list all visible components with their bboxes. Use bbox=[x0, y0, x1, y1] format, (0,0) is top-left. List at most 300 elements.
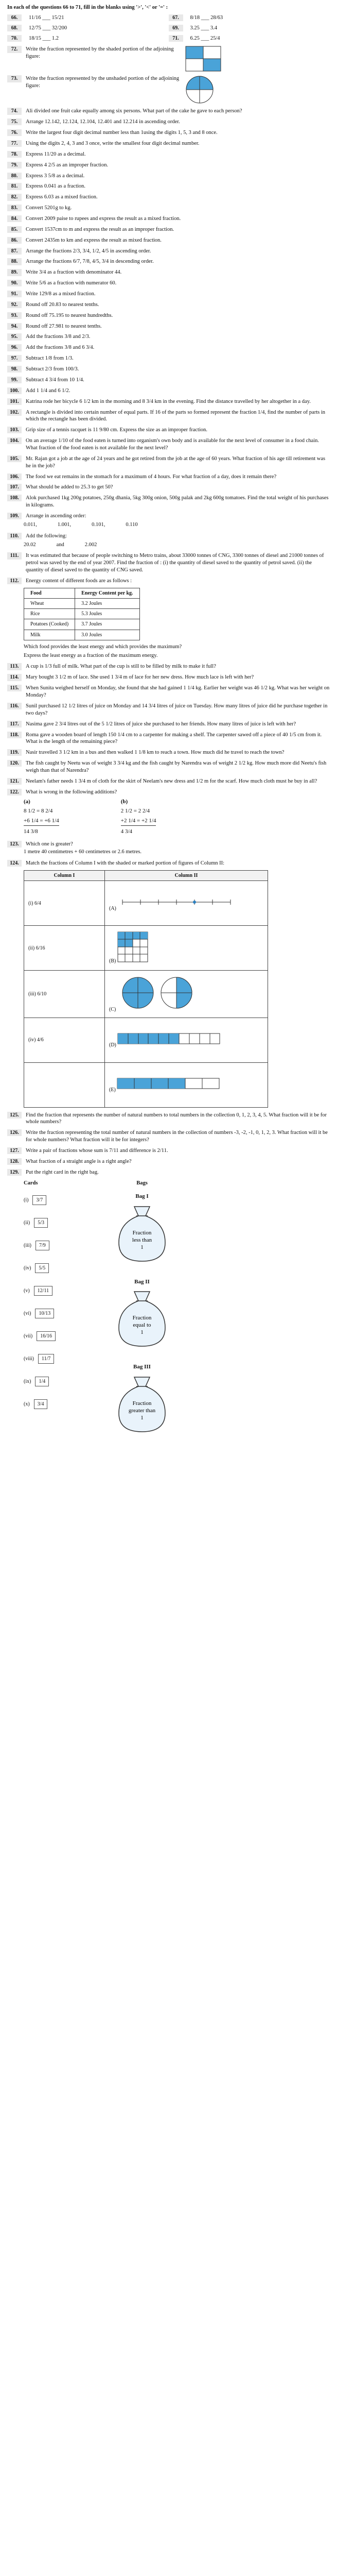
question-text: Put the right card in the right bag. bbox=[26, 1169, 99, 1175]
question-text: Write the largest four digit decimal number less than 1using the digits 1, 5, 3 and 8 once. bbox=[26, 130, 218, 136]
row-label: (iii) bbox=[28, 991, 36, 997]
addition-b bbox=[121, 798, 156, 836]
question-item bbox=[7, 323, 330, 330]
comparison-text: 8/18 ___ 28/63 bbox=[190, 14, 223, 21]
bag-text-line: less than bbox=[132, 1236, 152, 1243]
table-cell: 5.3 Joules bbox=[75, 609, 139, 619]
table-cell: Potatoes (Cooked) bbox=[24, 619, 75, 630]
comparison-text: 18/15 ___ 1.2 bbox=[29, 35, 59, 41]
bag-title: Bag I bbox=[135, 1193, 149, 1200]
addition-label: (b) bbox=[120, 798, 128, 805]
bag-text-line: 1 bbox=[140, 1329, 144, 1336]
shaded-circle-figure bbox=[185, 75, 214, 104]
question-item bbox=[7, 162, 330, 169]
table-row bbox=[24, 599, 140, 609]
question-number: 124. bbox=[7, 860, 22, 867]
question-number: 97. bbox=[7, 355, 22, 362]
question-number: 125. bbox=[7, 1112, 22, 1118]
question-text: Write the fraction representing the total number of natural numbers in the collection of numbers -3, -2, -1, 0, 1, 2, 3. What fraction will it be for whole numbers? What fraction will it be for integers? bbox=[26, 1130, 328, 1143]
question-number: 75. bbox=[7, 118, 22, 125]
question-text: On an average 1/10 of the food eaten is turned into organism's own body and is available for the next level of consumer in a food chain. What fraction of the food eaten is not available for the next level? bbox=[26, 438, 319, 451]
question-number: 107. bbox=[7, 484, 22, 490]
question-item bbox=[7, 513, 330, 520]
comparison-item bbox=[7, 35, 169, 42]
question-list-b bbox=[7, 663, 330, 795]
question-number: 72. bbox=[7, 46, 22, 53]
question-number: 119. bbox=[7, 749, 22, 756]
question-number: 129. bbox=[7, 1169, 22, 1176]
card-label: (ii) bbox=[24, 1219, 30, 1226]
question-number: 91. bbox=[7, 291, 22, 297]
question-item bbox=[7, 226, 330, 233]
question-item bbox=[7, 333, 330, 341]
card-label: (iv) bbox=[24, 1265, 31, 1271]
comparison-text: 6.25 ___ 25/4 bbox=[190, 35, 220, 41]
question-text: Express 6.03 as a mixed fraction. bbox=[26, 194, 98, 200]
question-item bbox=[7, 366, 330, 373]
bag-text-line: greater than bbox=[128, 1407, 156, 1414]
addition-line: 8 1/2 = 8 2/4 bbox=[24, 808, 53, 815]
question-item bbox=[7, 749, 330, 756]
card-item[interactable] bbox=[24, 1211, 75, 1234]
question-item bbox=[7, 215, 330, 223]
question-item bbox=[7, 778, 330, 785]
question-110 bbox=[7, 533, 330, 540]
question-number: 113. bbox=[7, 663, 22, 670]
table-header: Energy Content per kg. bbox=[75, 588, 139, 598]
question-item bbox=[7, 118, 330, 126]
question-item bbox=[7, 685, 330, 699]
question-number: 68. bbox=[7, 25, 22, 31]
card-fraction: 5/5 bbox=[35, 1263, 49, 1273]
card-fraction: 7/9 bbox=[36, 1241, 49, 1250]
addition-line: +2 1/4 = +2 1/4 bbox=[121, 817, 156, 826]
intro-instruction: In each of the questions 66 to 71, fill in the blanks using '>', '<' or '=' : bbox=[7, 5, 168, 10]
match-right-cell bbox=[105, 1062, 268, 1107]
question-number: 112. bbox=[7, 578, 22, 584]
match-left-cell bbox=[24, 926, 105, 971]
bag-text-line: Fraction bbox=[132, 1315, 152, 1321]
question-number: 69. bbox=[169, 25, 183, 31]
question-text: Energy content of different foods are as follows : bbox=[26, 578, 132, 584]
question-item bbox=[7, 108, 330, 115]
question-text: A rectangle is divided into certain number of equal parts. If 16 of the parts so formed represent the fraction 1/4, find the number of parts in which the rectangle has been divided. bbox=[26, 409, 325, 422]
comparison-item bbox=[169, 14, 330, 22]
row-fraction: 4/6 bbox=[37, 1037, 44, 1043]
question-text: Convert 1537cm to m and express the result as an improper fraction. bbox=[26, 226, 174, 232]
question-number: 70. bbox=[7, 35, 22, 42]
question-text: Write 5/6 as a fraction with numerator 60. bbox=[26, 280, 117, 286]
question-number: 77. bbox=[7, 140, 22, 147]
value-item: 2.002 bbox=[84, 541, 97, 548]
question-124 bbox=[7, 860, 330, 867]
question-item bbox=[7, 427, 330, 434]
question-number: 80. bbox=[7, 173, 22, 179]
question-item bbox=[7, 237, 330, 244]
table-cell: 3.2 Joules bbox=[75, 599, 139, 609]
card-item[interactable] bbox=[24, 1257, 75, 1279]
question-number: 96. bbox=[7, 344, 22, 351]
table-header-row bbox=[24, 871, 268, 881]
question-text: Find the fraction that represents the number of natural numbers to total numbers in the collection 0, 1, 2, 3, 4, 5. What fraction will it be for whole numbers? bbox=[26, 1112, 327, 1125]
comparison-item bbox=[7, 25, 169, 32]
match-row bbox=[24, 971, 268, 1018]
question-text: Subtract 1/8 from 1/3. bbox=[26, 355, 74, 362]
question-number: 84. bbox=[7, 215, 22, 222]
question-item bbox=[7, 473, 330, 481]
question-item bbox=[7, 789, 330, 796]
question-text: Sunil purchased 12 1/2 litres of juice on Monday and 14 3/4 litres of juice on Tuesday. How many litres of juice did he purchase together in two days? bbox=[26, 703, 328, 716]
grid-figure bbox=[117, 931, 148, 962]
card-fraction: 16/16 bbox=[37, 1331, 56, 1341]
question-number: 86. bbox=[7, 237, 22, 244]
question-item bbox=[7, 1129, 330, 1144]
question-item bbox=[7, 258, 330, 265]
bag-3[interactable] bbox=[114, 1363, 170, 1437]
question-number: 93. bbox=[7, 312, 22, 319]
option-label: (B) bbox=[109, 958, 116, 964]
card-item[interactable] bbox=[24, 1189, 75, 1211]
question-text: Express 3 5/8 as a decimal. bbox=[26, 173, 85, 179]
question-item bbox=[7, 398, 330, 405]
question-number: 94. bbox=[7, 323, 22, 330]
question-text: Grip size of a tennis racquet is 11 9/80 cm. Express the size as an improper fraction. bbox=[26, 427, 208, 433]
question-number: 88. bbox=[7, 258, 22, 265]
number-line-figure bbox=[117, 894, 236, 910]
card-label: (ix) bbox=[24, 1378, 31, 1384]
question-text: Express 0.041 as a fraction. bbox=[26, 183, 86, 190]
question-item bbox=[7, 1169, 330, 1176]
circles-figure bbox=[117, 975, 200, 1011]
question-text: Convert 2009 paise to rupees and express the result as a mixed fraction. bbox=[26, 216, 181, 222]
question-number: 109. bbox=[7, 513, 22, 519]
question-list-c bbox=[7, 1112, 330, 1176]
row-fraction: 6/4 bbox=[34, 900, 41, 906]
question-text: Write the fraction represented by the shaded portion of the adjoining figure: bbox=[26, 46, 174, 60]
question-text: Using the digits 2, 4, 3 and 3 once, write the smallest four digit decimal number. bbox=[26, 141, 200, 147]
question-number: 121. bbox=[7, 778, 22, 785]
question-number: 105. bbox=[7, 455, 22, 462]
card-item[interactable] bbox=[24, 1279, 75, 1302]
question-number: 87. bbox=[7, 248, 22, 255]
bag-1[interactable] bbox=[114, 1193, 170, 1266]
question-number: 83. bbox=[7, 205, 22, 211]
question-number: 126. bbox=[7, 1129, 22, 1136]
match-left-cell bbox=[24, 881, 105, 926]
value-item: and bbox=[56, 541, 64, 548]
question-text: The fish caught by Neetu was of weight 3 3/4 kg and the fish caught by Narendra was of weight 2 1/2 kg. How much more did Neetu's fish weigh than that of Narendra? bbox=[26, 760, 327, 773]
question-text: Nasir travelled 3 1/2 km in a bus and then walked 1 1/8 km to reach a town. How much did he travel to reach the town? bbox=[26, 750, 285, 756]
match-right-cell bbox=[105, 1018, 268, 1062]
question-number: 104. bbox=[7, 437, 22, 444]
question-text: Add 1 1/4 and 6 1/2. bbox=[26, 387, 70, 394]
question-item bbox=[7, 721, 330, 728]
question-text: Express 11/20 as a decimal. bbox=[26, 151, 86, 157]
question-number: 85. bbox=[7, 226, 22, 233]
bag-text-line: Fraction bbox=[132, 1229, 152, 1236]
question-item bbox=[7, 173, 330, 180]
match-right-cell bbox=[105, 881, 268, 926]
question-73 bbox=[7, 75, 330, 104]
question-text: Write the fraction represented by the unshaded portion of the adjoining figure: bbox=[26, 76, 180, 89]
question-text: Mr. Rajan got a job at the age of 24 years and he got retired from the job at the age of 60 years. What fraction of his age till retirement was he in the job? bbox=[26, 455, 326, 469]
match-row bbox=[24, 1062, 268, 1107]
card-label: (i) bbox=[24, 1197, 29, 1203]
question-number: 118. bbox=[7, 732, 22, 738]
card-label: (vi) bbox=[24, 1310, 31, 1316]
question-72 bbox=[7, 46, 330, 72]
match-row bbox=[24, 926, 268, 971]
question-text: Round off 75.195 to nearest hundredths. bbox=[26, 312, 113, 318]
match-table bbox=[24, 870, 268, 1107]
question-item bbox=[7, 674, 330, 681]
q110-values bbox=[24, 541, 330, 549]
question-item bbox=[7, 151, 330, 158]
card-label: (iii) bbox=[24, 1242, 31, 1248]
question-text: A cup is 1/3 full of milk. What part of the cup is still to be filled by milk to make it full? bbox=[26, 664, 216, 670]
question-item bbox=[7, 129, 330, 137]
question-item bbox=[7, 495, 330, 509]
question-text: Neelam's father needs 1 3/4 m of cloth for the skirt of Neelam's new dress and 1/2 m for the scarf. How much cloth must he buy in all? bbox=[26, 778, 317, 784]
question-item bbox=[7, 437, 330, 452]
card-item[interactable] bbox=[24, 1347, 75, 1370]
question-text: Convert 2435m to km and express the result as mixed fraction. bbox=[26, 237, 162, 243]
question-list-a bbox=[7, 108, 330, 519]
question-number: 103. bbox=[7, 427, 22, 433]
comparison-item bbox=[7, 14, 169, 22]
cards-column bbox=[24, 1180, 75, 1445]
question-number: 108. bbox=[7, 495, 22, 501]
table-row bbox=[24, 630, 140, 640]
question-item bbox=[7, 312, 330, 319]
question-item bbox=[7, 760, 330, 774]
question-text: Add the fractions 3/8 and 6 3/4. bbox=[26, 345, 95, 351]
match-right-cell bbox=[105, 926, 268, 971]
question-text: Write a pair of fractions whose sum is 7/11 and difference is 2/11. bbox=[26, 1147, 168, 1154]
question-text: Alok purchased 1kg 200g potatoes, 250g dhania, 5kg 300g onion, 500g palak and 2kg 600g tomatoes. Find the total weight of his purchases in kilograms. bbox=[26, 495, 329, 509]
question-item bbox=[7, 1158, 330, 1165]
question-text: Ali divided one fruit cake equally among six persons. What part of the cake he gave to each person? bbox=[26, 108, 242, 114]
question-item bbox=[7, 183, 330, 190]
question-number: 73. bbox=[7, 75, 22, 82]
question-number: 102. bbox=[7, 409, 22, 416]
card-fraction: 1/4 bbox=[35, 1377, 49, 1386]
table-header-row bbox=[24, 588, 140, 598]
card-item[interactable] bbox=[24, 1234, 75, 1257]
question-text: Add the following: bbox=[26, 533, 67, 539]
question-item bbox=[7, 291, 330, 298]
question-item bbox=[7, 703, 330, 717]
card-item[interactable] bbox=[24, 1393, 75, 1415]
question-number: 67. bbox=[169, 14, 183, 21]
card-fraction: 10/13 bbox=[35, 1309, 54, 1318]
question-item bbox=[7, 377, 330, 384]
bag-2[interactable] bbox=[114, 1278, 170, 1352]
card-fraction: 3/7 bbox=[32, 1195, 46, 1205]
bag-text-line: equal to bbox=[133, 1322, 151, 1329]
addition-line: +6 1/4 = +6 1/4 bbox=[24, 817, 59, 826]
question-item bbox=[7, 194, 330, 201]
comparison-text: 12/75 ___ 32/200 bbox=[29, 25, 67, 31]
question-text: Match the fractions of Column I with the shaded or marked portion of figures of Column II: bbox=[26, 860, 225, 867]
question-number: 90. bbox=[7, 280, 22, 286]
card-fraction: 3/4 bbox=[34, 1399, 48, 1409]
question-number: 92. bbox=[7, 301, 22, 308]
match-row bbox=[24, 881, 268, 926]
question-text: Which one is greater? bbox=[26, 841, 73, 847]
question-text: Arrange 12.142, 12.124, 12.104, 12.401 and 12.214 in ascending order. bbox=[26, 119, 180, 125]
cards-and-bags bbox=[24, 1180, 330, 1445]
question-item bbox=[7, 140, 330, 147]
question-number: 89. bbox=[7, 269, 22, 276]
value-item: 0.110 bbox=[126, 521, 138, 528]
question-text: Write 129/8 as a mixed fraction. bbox=[26, 291, 96, 297]
question-text: Arrange the fractions 2/3, 3/4, 1/2, 4/5 in ascending order. bbox=[26, 248, 151, 254]
question-number: 79. bbox=[7, 162, 22, 168]
card-label: (vii) bbox=[24, 1333, 33, 1339]
value-item: 1.001, bbox=[57, 521, 72, 528]
question-number: 101. bbox=[7, 398, 22, 405]
comparison-item bbox=[169, 25, 330, 32]
comparison-grid bbox=[7, 14, 330, 42]
card-item[interactable] bbox=[24, 1302, 75, 1325]
question-number: 123. bbox=[7, 841, 22, 848]
question-item bbox=[7, 455, 330, 470]
question-number: 95. bbox=[7, 333, 22, 340]
table-cell: 3.7 Joules bbox=[75, 619, 139, 630]
table-cell: 3.0 Joules bbox=[75, 630, 139, 640]
question-text: Convert 5201g to kg. bbox=[26, 205, 72, 211]
question-text: Katrina rode her bicycle 6 1/2 km in the morning and 8 3/4 km in the evening. Find the distance travelled by her altogether in a day. bbox=[26, 398, 311, 404]
card-item[interactable] bbox=[24, 1370, 75, 1393]
value-item: 20.02 bbox=[24, 541, 36, 548]
question-item bbox=[7, 248, 330, 255]
question-item bbox=[7, 1112, 330, 1126]
question-text: It was estimated that because of people switching to Metro trains, about 33000 tonnes of CNG, 3300 tonnes of diesel and 21000 tonnes of petrol was saved by the end of year 2007. Find the fraction of : (i) the quantity of diesel saved to the quantity of petrol saved. (ii) the quantity of diesel saved to the quantity of CNG saved. bbox=[26, 553, 324, 573]
question-item bbox=[7, 663, 330, 670]
addition-line: 2 1/2 = 2 2/4 bbox=[120, 808, 150, 815]
table-cell: Rice bbox=[24, 609, 75, 619]
card-item[interactable] bbox=[24, 1325, 75, 1347]
question-item bbox=[7, 205, 330, 212]
question-text: Round off 20.83 to nearest tenths. bbox=[26, 301, 99, 308]
option-label: (D) bbox=[109, 1042, 116, 1048]
question-text: The food we eat remains in the stomach for a maximum of 4 hours. For what fraction of a day, does it remain there? bbox=[26, 473, 277, 480]
bags-column bbox=[75, 1180, 209, 1445]
question-number: 78. bbox=[7, 151, 22, 158]
match-left-cell bbox=[24, 1062, 105, 1107]
table-header: Food bbox=[24, 588, 75, 598]
bag-icon bbox=[114, 1287, 170, 1349]
question-text: Arrange the fractions 6/7, 7/8, 4/5, 3/4 in descending order. bbox=[26, 259, 154, 265]
question-text: Write 3/4 as a fraction with denominator 44. bbox=[26, 269, 122, 276]
question-number: 82. bbox=[7, 194, 22, 200]
bags-heading: Bags bbox=[136, 1180, 148, 1186]
option-label: (C) bbox=[109, 1007, 116, 1013]
bag-icon bbox=[114, 1373, 170, 1435]
row-label: (ii) bbox=[28, 945, 35, 951]
cards-heading: Cards bbox=[24, 1180, 38, 1186]
question-number: 100. bbox=[7, 387, 22, 394]
bag-text-line: Fraction bbox=[132, 1400, 152, 1406]
card-label: (x) bbox=[24, 1401, 30, 1407]
bag-text-line: 1 bbox=[140, 1414, 144, 1421]
strip-figure bbox=[117, 1076, 220, 1091]
q123-options: 1 metre 40 centimetres + 60 centimetres or 2.6 metres. bbox=[24, 849, 141, 855]
q112-followup-2: Express the least energy as a fraction of the maximum energy. bbox=[24, 652, 158, 658]
question-item bbox=[7, 409, 330, 423]
comparison-item bbox=[169, 35, 330, 42]
question-item bbox=[7, 1147, 330, 1155]
bag-title: Bag III bbox=[133, 1364, 151, 1370]
card-label: (viii) bbox=[24, 1355, 34, 1362]
question-number: 115. bbox=[7, 685, 22, 691]
question-number: 76. bbox=[7, 129, 22, 136]
row-fraction: 6/16 bbox=[36, 945, 45, 951]
question-number: 110. bbox=[7, 533, 22, 539]
option-label: (E) bbox=[109, 1087, 116, 1093]
value-item: 0.011, bbox=[24, 521, 37, 528]
question-number: 128. bbox=[7, 1158, 22, 1165]
comparison-text: 3.25 ___ 3.4 bbox=[190, 25, 217, 31]
row-label: (i) bbox=[28, 900, 33, 906]
table-row bbox=[24, 619, 140, 630]
q112-followup-1: Which food provides the least energy and which provides the maximum? bbox=[24, 643, 182, 650]
match-left-cell bbox=[24, 1018, 105, 1062]
question-number: 127. bbox=[7, 1147, 22, 1154]
question-number: 120. bbox=[7, 760, 22, 767]
question-text: Add the fractions 3/8 and 2/3. bbox=[26, 334, 91, 340]
match-right-cell bbox=[105, 971, 268, 1018]
energy-table bbox=[24, 588, 140, 640]
question-number: 111. bbox=[7, 552, 22, 559]
question-text: What fraction of a straight angle is a right angle? bbox=[26, 1158, 132, 1164]
row-fraction: 6/10 bbox=[37, 991, 47, 997]
question-item bbox=[7, 484, 330, 491]
question-number: 106. bbox=[7, 473, 22, 480]
strip-figure bbox=[117, 1031, 220, 1046]
question-number: 116. bbox=[7, 703, 22, 709]
question-item bbox=[7, 355, 330, 362]
question-text: What is wrong in the following additions? bbox=[26, 789, 117, 795]
addition-label: (a) bbox=[24, 798, 30, 805]
question-number: 114. bbox=[7, 674, 22, 681]
table-row bbox=[24, 609, 140, 619]
option-label: (A) bbox=[109, 906, 116, 912]
question-number: 117. bbox=[7, 721, 22, 727]
column-header: Column II bbox=[105, 871, 268, 881]
question-number: 81. bbox=[7, 183, 22, 190]
question-text: Subtract 2/3 from 100/3. bbox=[26, 366, 79, 372]
value-item: 0.101, bbox=[92, 521, 105, 528]
bag-icon bbox=[114, 1202, 170, 1264]
bag-text-line: 1 bbox=[140, 1244, 144, 1250]
card-label: (v) bbox=[24, 1287, 30, 1294]
comparison-text: 11/16 ___ 15/21 bbox=[29, 14, 64, 21]
question-number: 71. bbox=[169, 35, 183, 42]
question-number: 122. bbox=[7, 789, 22, 795]
match-left-cell bbox=[24, 971, 105, 1018]
question-text: Arrange in ascending order: bbox=[26, 513, 86, 519]
question-text: Express 4 2/5 as an improper fraction. bbox=[26, 162, 109, 168]
question-number: 66. bbox=[7, 14, 22, 21]
row-label: (iv) bbox=[28, 1037, 36, 1043]
addition-a bbox=[24, 798, 59, 836]
question-112 bbox=[7, 578, 330, 585]
question-number: 98. bbox=[7, 366, 22, 372]
addition-line: 14 3/8 bbox=[24, 828, 38, 835]
question-item bbox=[7, 280, 330, 287]
